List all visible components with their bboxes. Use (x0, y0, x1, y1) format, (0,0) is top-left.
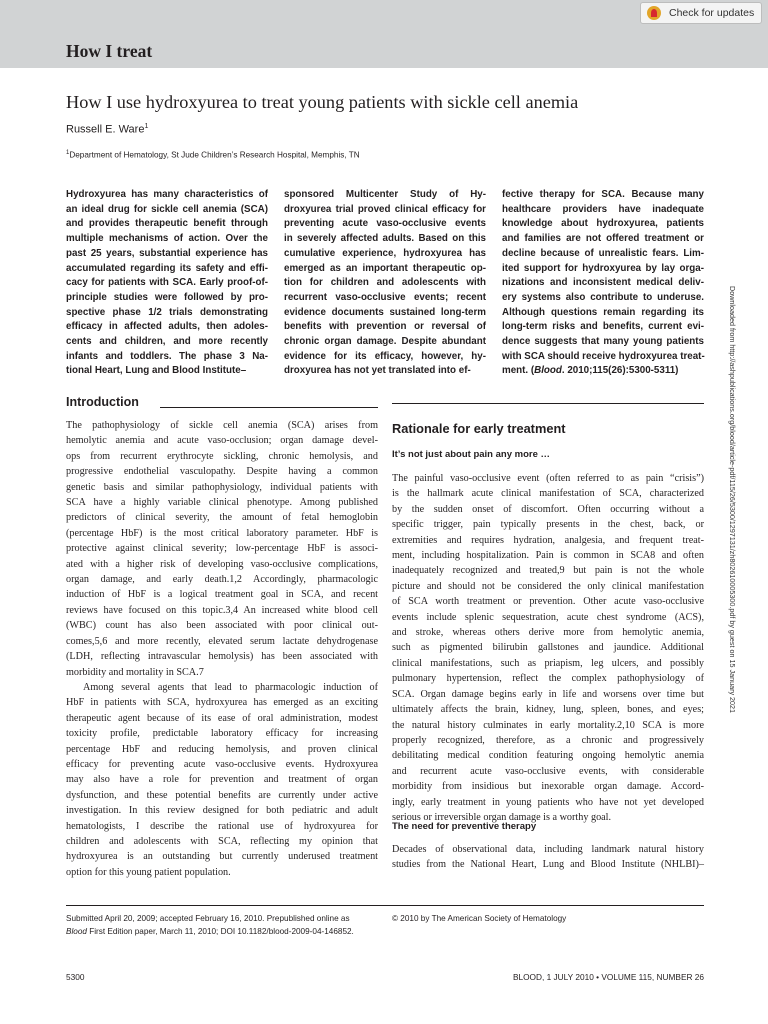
intro-line: progressive endothelial vasculopathy. Despite having a common (66, 466, 378, 478)
intro-line: investigation. In this review designed for both pediatric and adult (66, 805, 378, 817)
intro-line: ated with a higher risk of developing vaso-occlusive complications, (66, 558, 378, 570)
abstract-col3-line: Although questions remain regarding its (502, 306, 704, 318)
intro-line: reviews have focused on this topic.3,4 An increased white blood cell (66, 604, 378, 616)
introduction-body (66, 418, 378, 880)
abstract-column-2 (284, 188, 486, 379)
submission-line-2-rest: First Edition paper, March 11, 2010; DOI 10.1182/blood-2009-04-146852. (86, 926, 354, 936)
rationale-line: inadequately recognized and treated,9 but pain is not the whole (392, 565, 704, 577)
intro-line: efficacy for preventing acute vaso-occlusive events. Hydroxyurea (66, 758, 378, 770)
abstract-col2-line: tion for children and adolescents with (284, 277, 486, 289)
abstract-column-1 (66, 188, 268, 379)
abstract-col1-line: efficacy in affected adults, then adoles- (66, 321, 268, 333)
abstract-col3-line: dence suggests that many young patients (502, 336, 704, 348)
abstract-col2-line: benefits with prevention or reversal of (284, 321, 486, 333)
intro-line: children and adolescents with SCA, reflecting my opinion that (66, 835, 378, 847)
rationale-body (392, 471, 704, 825)
intro-line: hematologists, I describe the rational use of hydroxyurea for (66, 820, 378, 832)
rationale-line: by the sudden onset of discomfort. Often occurring without a (392, 503, 704, 515)
abstract-col3-line: decline because of unrealistic fears. Lim- (502, 247, 704, 259)
rationale-line: pulmonary hypertension, reflect the complex pathophysiology of (392, 673, 704, 685)
abstract-col1-line: an ideal drug for sickle cell anemia (SCA) (66, 203, 268, 215)
intro-line: organ damage, and early death.1,2 Accordingly, pharmacologic (66, 574, 378, 586)
abstract-col2-line: chronic organ damage. Despite abundant (284, 336, 486, 348)
rationale-line: debilitating medical condition featuring ongoing hemolytic anemia (392, 750, 704, 762)
intro-line: hydroxyurea is an outstanding but currently underused treatment (66, 851, 378, 863)
intro-line: The pathophysiology of sickle cell anemia (SCA) arises from (66, 420, 378, 431)
intro-line: toxicity profile, predictable laboratory efficacy for increasing (66, 728, 378, 740)
abstract-col1-line: principle studies were followed by pro- (66, 291, 268, 303)
intro-line: hemolytic anemia and acute vaso-occlusion; organ damage devel- (66, 435, 378, 447)
abstract-col3-line: ery systems also contribute to underuse. (502, 291, 704, 303)
rationale-line: ment, including hospitalization. Pain is common in SCA8 and often (392, 550, 704, 562)
abstract-col3-line: knowledge about hydroxyurea, patients (502, 218, 704, 230)
affiliation-line (66, 150, 360, 160)
intro-line: Among several agents that lead to pharmacologic induction of (83, 681, 378, 693)
abstract-column-3 (502, 188, 704, 379)
rationale-heading: Rationale for early treatment (392, 421, 566, 436)
intro-line: genetic basis and similar pathophysiology, individual patients with (66, 481, 378, 493)
abstract-col2-line: cumulative experience, hydroxyurea has (284, 247, 486, 259)
article-title: How I use hydroxyurea to treat young patients with sickle cell anemia (66, 92, 579, 112)
author-line (66, 123, 148, 136)
rationale-line: properly recognized, therefore, as a chronic and progressively (392, 734, 704, 746)
intro-line: (WBC) count has also been associated with poor clinical out- (66, 620, 378, 632)
rationale-line: specific trigger, pain typically presents in the chest, back, or (392, 519, 704, 531)
abstract-citation-line (502, 364, 704, 379)
abstract-col1-line: Hydroxyurea has many characteristics of (66, 189, 268, 200)
abstract-col1-line: and provides therapeutic benefit through (66, 218, 268, 230)
copyright: © 2010 by The American Society of Hematology (392, 914, 567, 923)
footer-rule (66, 905, 704, 906)
abstract-col1-line: cacy for patients with SCA. Early proof-of- (66, 277, 268, 289)
rationale-line: morbidity from insidious but inexorable organ damage. Accord- (392, 781, 704, 793)
abstract-col3-line: with SCA should receive hydroxyurea treat- (502, 350, 705, 362)
intro-line: percentage HbF and reducing hemolysis, and proven clinical (66, 743, 378, 755)
rationale-line: clinical manifestations, such as priapism, leg ulcers, and possibly (392, 657, 704, 669)
rationale-line: SCA. Organ damage begins early in life and worsens over time but (392, 688, 704, 700)
rationale-rule (392, 403, 704, 404)
intro-line: option for this young patient population. (66, 866, 231, 878)
abstract-col2-line: preventing acute vaso-occlusive events (284, 218, 486, 230)
rationale-line: ultimately affects the brain, kidney, lung, spleen, bones, and eyes; (392, 704, 704, 716)
intro-line: therapeutic agent because of its ease of oral administration, modest (66, 712, 378, 724)
abstract-citation-prefix: ment. ( (502, 365, 535, 377)
submission-line-2 (66, 926, 378, 939)
abstract-col2-line: evidence documents sustained long-term (284, 306, 486, 318)
submission-line-1: Submitted April 20, 2009; accepted February 16, 2010. Prepublished online as (66, 914, 350, 923)
preventive-therapy-line: Decades of observational data, including landmark natural history (392, 844, 704, 855)
abstract-col2-line: emerged as an important therapeutic op- (284, 262, 486, 274)
preventive-therapy-subheading: The need for preventive therapy (392, 821, 537, 832)
submission-journal: Blood (66, 926, 87, 936)
intro-line: dysfunction, and these potential benefits are currently under active (66, 789, 378, 801)
preventive-therapy-line: studies from the National Heart, Lung and Blood Institute (NHLBI)– (392, 859, 704, 871)
intro-line: (LDH, reflecting intravascular hemolysis) has been associated with (66, 651, 378, 663)
abstract-col1-line: tional Heart, Lung and Blood Institute– (66, 365, 247, 377)
author-superscript: 1 (144, 123, 149, 130)
rationale-line: serious or irreversible organ damage is a worthy goal. (392, 811, 612, 823)
abstract-col3-line: long-term risks and benefits, current evi- (502, 321, 704, 333)
rationale-line: of SCA worth treatment or prevention. Other acute vaso-occlusive (392, 596, 704, 608)
abstract-col2-line: in severely affected adults. Based on this (284, 233, 486, 245)
intro-line: comes,5,6 and more recently, elevated serum lactate dehydrogenase (66, 635, 378, 647)
abstract-col2-line: evidence for its efficacy, however, hy- (284, 350, 486, 362)
abstract-col2-line: droxyurea trial proved clinical efficacy for (284, 203, 486, 215)
rationale-line: extremities and requires hydration, analgesia, and frequent treat- (392, 534, 704, 546)
journal-info: BLOOD, 1 JULY 2010 • VOLUME 115, NUMBER 26 (512, 972, 704, 982)
abstract-col1-line: multiple mechanisms of action. Over the (66, 233, 268, 245)
abstract-col2-line: droxyurea has not yet translated into ef- (284, 365, 471, 377)
intro-line: ops from recurrent erythrocyte sickling, chronic hemolysis, and (66, 450, 378, 462)
rationale-line: events include splenic sequestration, acute chest syndrome (ACS), (392, 611, 704, 623)
intro-line: SCA have a highly variable clinical phenotype. Among published (66, 497, 378, 509)
intro-line: protective against clinical severity; low-percentage HbF is associ- (66, 543, 378, 555)
abstract-col3-line: and families are not offered treatment or (502, 233, 704, 245)
intro-line: morbidity and mortality in SCA.7 (66, 666, 204, 678)
intro-line: predictors of clinical severity, the amount of fetal hemoglobin (66, 512, 378, 524)
abstract-col3-line: healthcare providers have inadequate (502, 203, 704, 215)
crossmark-icon (647, 6, 661, 20)
rationale-line: and stroke, whereas others derive more from hemolytic anemia, (392, 627, 704, 639)
submission-note (66, 913, 378, 938)
abstract-col1-line: past 25 years, substantial experience has (66, 247, 268, 259)
abstract-col1-line: infants and toddlers. The phase 3 Na- (66, 350, 268, 362)
section-label: How I treat (66, 41, 153, 61)
download-note: Downloaded from http://ashpublications.org/blood/article-pdf/115/26/5300/1297131/zh802610005300.pdf by guest on 15 January 2021 (728, 286, 737, 714)
affiliation-superscript: 1 (66, 150, 70, 156)
preventive-therapy-body (392, 842, 704, 873)
rationale-line: the natural history culminates in early mortality.2,10 SCA is more (392, 719, 704, 731)
abstract-citation-suffix: . 2010;115(26):5300-5311) (561, 365, 679, 377)
intro-line: HbF in patients with SCA, hydroxyurea has emerged as an exciting (66, 697, 378, 709)
page-number: 5300 (66, 972, 85, 982)
rationale-line: ingly, early treatment in young patients who have not yet developed (392, 796, 704, 808)
abstract-col2-line: recurrent vaso-occlusive events; recent (284, 291, 486, 303)
introduction-rule (160, 407, 378, 408)
rationale-line: The painful vaso-occlusive event (often referred to as pain “crisis”) (392, 473, 704, 484)
rationale-subheading: It’s not just about pain any more … (392, 449, 550, 460)
author-name: Russell E. Ware (66, 123, 145, 136)
rationale-line: picture and should not be considered the only clinical manifestation (392, 580, 704, 592)
rationale-line: is the hallmark acute clinical manifestation of SCA, characterized (392, 488, 704, 500)
abstract-col3-line: ited support for hydroxyurea by lay orga- (502, 262, 704, 274)
intro-line: may also have a role for prevention and treatment of organ (66, 774, 378, 786)
check-for-updates-label: Check for updates (669, 7, 755, 19)
abstract-col1-line: cents and children, and more recently (66, 336, 268, 348)
rationale-line: such as pigmented bilirubin gallstones and jaundice. Additional (392, 642, 704, 654)
introduction-heading: Introduction (66, 395, 139, 409)
intro-line: induction of HbF is a logical treatment goal in SCA, and recent (66, 589, 378, 601)
abstract-col1-line: spective phase 1/2 trials demonstrating (66, 306, 268, 318)
abstract-col2-line: sponsored Multicenter Study of Hy- (284, 189, 486, 200)
check-for-updates-button[interactable] (640, 2, 762, 24)
intro-line: (percentage HbF) is the most critical laboratory parameter. HbF is (66, 527, 378, 539)
abstract-col3-line: fective therapy for SCA. Because many (502, 189, 704, 200)
rationale-line: and recurrent acute vaso-occlusive events, with considerable (392, 765, 704, 777)
abstract-col3-line: nizations and inconsistent medical deliv- (502, 277, 704, 289)
abstract-citation-journal: Blood (534, 365, 562, 377)
abstract-col1-line: accumulated regarding its safety and effi- (66, 262, 268, 274)
affiliation: Department of Hematology, St Jude Children’s Research Hospital, Memphis, TN (69, 150, 360, 160)
